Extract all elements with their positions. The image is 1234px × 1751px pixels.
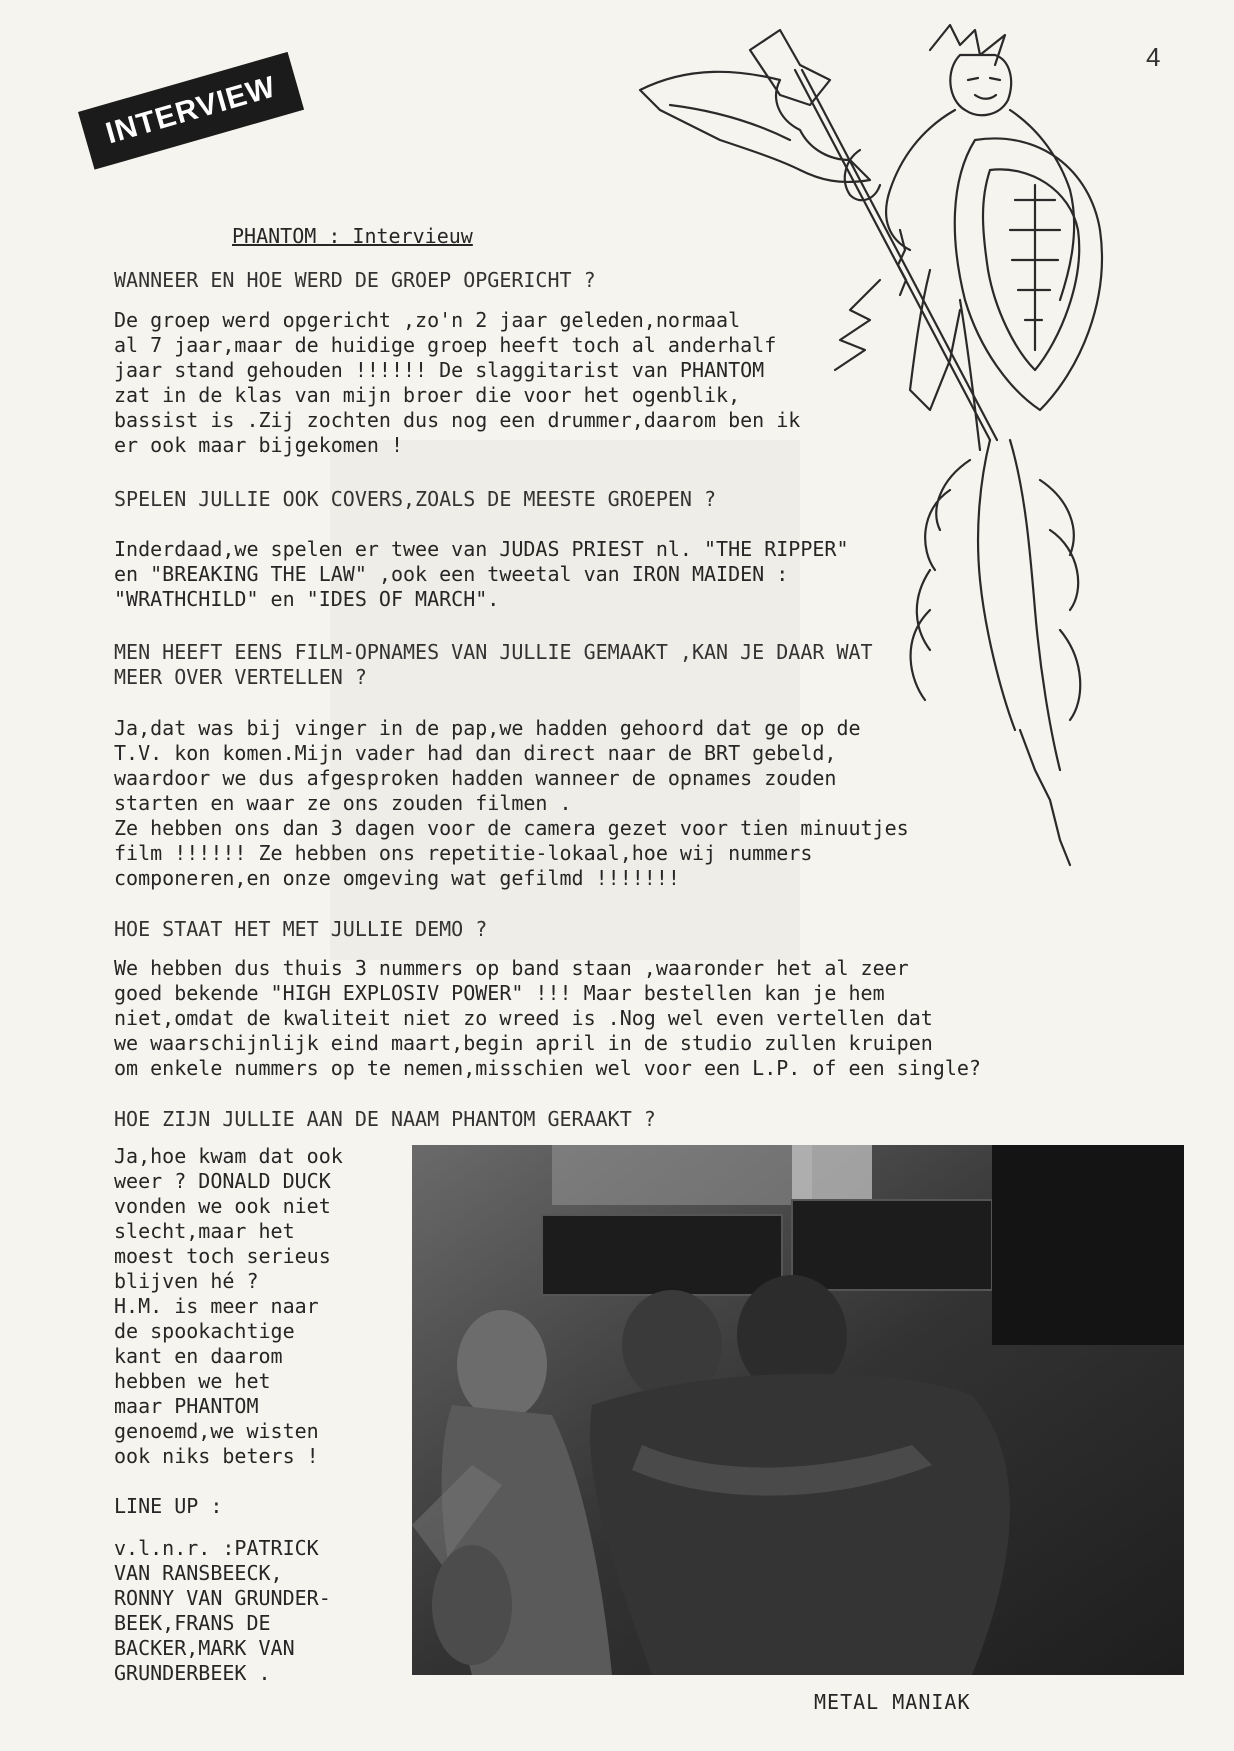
band-photo [412, 1145, 1184, 1675]
photo-caption: METAL MANIAK [814, 1690, 971, 1714]
answer-2: Inderdaad,we spelen er twee van JUDAS PRIEST nl. "THE RIPPER" en "BREAKING THE LAW" ,ook een tweetal van IRON MAIDEN : "WRATHCHILD" en "IDES OF MARCH". [114, 537, 849, 611]
question-1: WANNEER EN HOE WERD DE GROEP OPGERICHT ? [114, 268, 596, 292]
page-number: 4 [1146, 42, 1161, 72]
question-3: MEN HEEFT EENS FILM-OPNAMES VAN JULLIE GEMAAKT ,KAN JE DAAR WAT MEER OVER VERTELLEN ? [114, 640, 873, 689]
answer-3: Ja,dat was bij vinger in de pap,we hadden gehoord dat ge op de T.V. kon komen.Mijn vader had dan direct naar de BRT gebeld, waardoor we dus afgesproken hadden wanneer de opnames zouden starten en waar ze ons zouden filmen . Ze hebben ons dan 3 dagen voor de camera gezet voor tien minuutjes film !!!!!! Ze hebben ons repetitie-lokaal,hoe wij nummers componeren,en onze omgeving wat gefilmd !!!!!!! [114, 716, 909, 890]
lineup-text: v.l.n.r. :PATRICK VAN RANSBEECK, RONNY VAN GRUNDER- BEEK,FRANS DE BACKER,MARK VAN GRUNDERBEEK . [114, 1536, 331, 1685]
answer-5: Ja,hoe kwam dat ook weer ? DONALD DUCK vonden we ook niet slecht,maar het moest toch serieus blijven hé ? H.M. is meer naar de spookachtige kant en daarom hebben we het maar PHANTOM genoemd,we wisten ook niks beters ! [114, 1144, 343, 1468]
question-2: SPELEN JULLIE OOK COVERS,ZOALS DE MEESTE GROEPEN ? [114, 487, 717, 511]
question-5: HOE ZIJN JULLIE AAN DE NAAM PHANTOM GERAAKT ? [114, 1107, 656, 1131]
interview-badge: INTERVIEW [78, 52, 304, 170]
question-4: HOE STAAT HET MET JULLIE DEMO ? [114, 917, 488, 941]
lineup-heading: LINE UP : [114, 1494, 223, 1518]
article-title: PHANTOM : Intervieuw [232, 224, 473, 248]
answer-4: We hebben dus thuis 3 nummers op band staan ,waaronder het al zeer goed bekende "HIGH EXPLOSIV POWER" !!! Maar bestellen kan je hem niet,omdat de kwaliteit niet zo wreed is .Nog wel even vertellen dat we waarschijnlijk eind maart,begin april in de studio zullen kruipen om enkele nummers op te nemen,misschien wel voor een L.P. of een single? [114, 956, 981, 1080]
band-photo-illustration [412, 1145, 1184, 1675]
answer-1: De groep werd opgericht ,zo'n 2 jaar geleden,normaal al 7 jaar,maar de huidige groep heeft toch al anderhalf jaar stand gehouden !!!!!! De slaggitarist van PHANTOM zat in de klas van mijn broer die voor het ogenblik, bassist is .Zij zochten dus nog een drummer,daarom ben ik er ook maar bijgekomen ! [114, 308, 801, 457]
